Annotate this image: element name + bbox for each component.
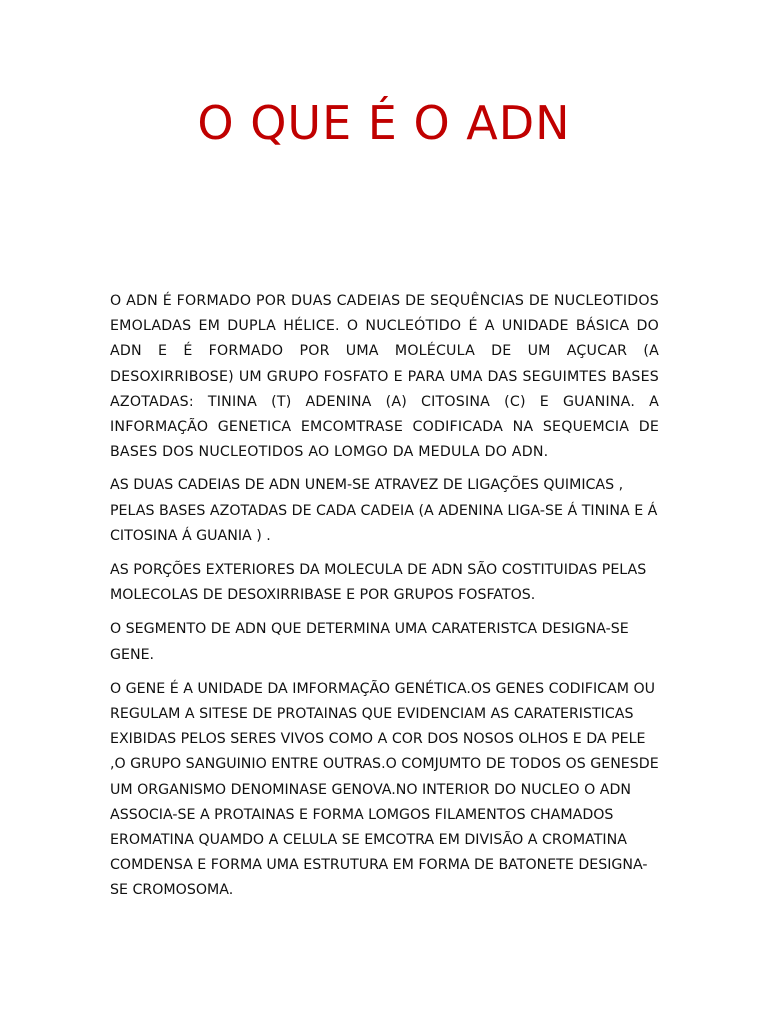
- paragraph-chemical-bonds: AS DUAS CADEIAS DE ADN UNEM-SE ATRAVEZ DE LIGAÇÕES QUIMICAS , PELAS BASES AZOTADAS DE CADA CADEIA (A ADENINA LIGA-SE Á TININA E Á CITOSINA Á GUANIA ) .: [110, 477, 658, 544]
- paragraph-exterior-portions: AS PORÇÕES EXTERIORES DA MOLECULA DE ADN SÃO COSTITUIDAS PELAS MOLECOLAS DE DESOXIRRIBASE E POR GRUPOS FOSFATOS.: [110, 562, 647, 604]
- paragraph-gene-unit: O GENE É A UNIDADE DA IMFORMAÇÃO GENÉTICA.OS GENES CODIFICAM OU REGULAM A SITESE DE PROTAINAS QUE EVIDENCIAM AS CARATERISTICAS EXIBIDAS PELOS SERES VIVOS COMO A COR DOS NOSOS OLHOS E DA PELE ,O GRUPO SANGUINIO ENTRE OUTRAS.O COMJUMTO DE TODOS OS GENESDE UM ORGANISMO DENOMINASE GENOVA.NO INTERIOR DO NUCLEO O ADN ASSOCIA-SE A PROTAINAS E FORMA LOMGOS FILAMENTOS CHAMADOS EROMATINA QUAMDO A CELULA SE EMCOTRA EM DIVISÃO A CROMATINA COMDENSA E FORMA UMA ESTRUTURA EM FORMA DE BATONETE DESIGNA-SE CROMOSOMA.: [110, 680, 659, 899]
- paragraph-adn-structure: O ADN É FORMADO POR DUAS CADEIAS DE SEQUÊNCIAS DE NUCLEOTIDOS EMOLADAS EM DUPLA HÉLICE. O NUCLEÓTIDO É A UNIDADE BÁSICA DO ADN E É FORMADO POR UMA MOLÉCULA DE UM AÇUCAR (A DESOXIRRIBOSE) UM GRUPO FOSFATO E PARA UMA DAS SEGUIMTES BASES AZOTADAS: TININA (T) ADENINA (A) CITOSINA (C) E GUANINA. A INFORMAÇÃO GENETICA EMCOMTRASE CODIFICADA NA SEQUEMCIA DE BASES DOS NUCLEOTIDOS AO LOMGO DA MEDULA DO ADN.: [110, 293, 659, 461]
- document-body: [110, 289, 659, 913]
- page-title: O QUE É O ADN: [197, 96, 571, 150]
- paragraph-gene-definition: O SEGMENTO DE ADN QUE DETERMINA UMA CARATERISTCA DESIGNA-SE GENE.: [110, 621, 629, 663]
